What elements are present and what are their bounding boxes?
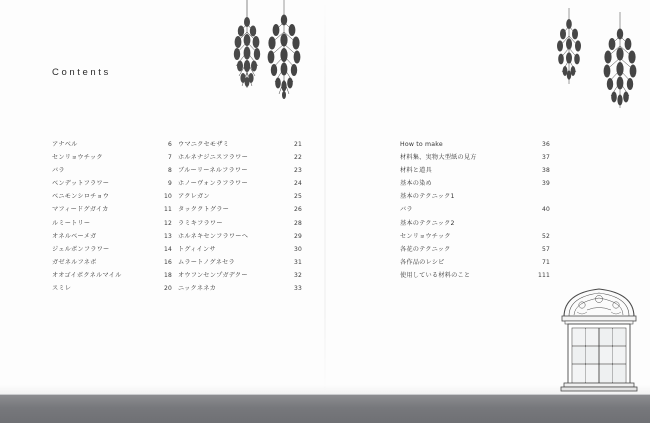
toc-entry-label: ラミキフラワー [178,219,223,227]
toc-entry-label: ムラートノグネセラ [178,258,235,266]
toc-entry-label: 材料集、実物大型紙の見方 [400,154,477,162]
toc-entry-page: 31 [293,258,302,266]
toc-entry[interactable] [52,190,172,203]
toc-entry-label: オネルベーメガ [52,232,97,240]
toc-entry[interactable] [178,151,302,164]
toc-entry-page: 9 [167,180,172,188]
toc-entry-label: センリョウチック [52,154,103,162]
toc-entry-label: 基本の染め [400,180,432,188]
toc-entry-page: 52 [541,232,550,240]
toc-entry-label: アクレガン [178,193,210,201]
toc-entry-page: 23 [293,167,302,175]
toc-entry[interactable] [178,269,302,282]
toc-entry-page: 25 [293,193,302,201]
toc-entry[interactable] [52,138,172,151]
toc-entry[interactable] [52,177,172,190]
toc-entry-label: タッククトグラー [178,206,229,214]
toc-entry-label: ニックネネカ [178,285,217,293]
dried-flower-bunch-4 [598,12,642,116]
toc-entry-label: ウマニクセモザミ [178,141,230,148]
toc-entry[interactable] [400,177,550,190]
toc-column-2 [178,138,302,295]
toc-entry[interactable] [178,177,302,190]
toc-entry-page: 40 [541,206,550,214]
toc-entry[interactable] [400,269,550,282]
toc-entry[interactable] [178,217,302,230]
toc-entry-page: 111 [537,271,550,279]
toc-entry-label: ホルネナジニスフラワー [178,154,248,162]
toc-entry[interactable] [52,203,172,216]
toc-entry[interactable] [52,243,172,256]
toc-entry[interactable] [52,217,172,230]
toc-entry-page: 36 [541,141,550,148]
dried-flower-bunch-2 [262,0,306,104]
toc-entry-label: ベンデットフラワー [52,180,110,188]
dried-flower-bunch-1 [228,0,266,96]
toc-entry-page: 20 [163,285,172,293]
toc-entry-page: 11 [163,206,172,214]
toc-entry-label: センリョウチック [400,232,451,240]
toc-entry-label: ホノーヴォンラフラワー [178,180,248,188]
toc-entry-label: ジェルボンフラワー [52,245,110,253]
toc-entry-page: 21 [293,141,302,148]
toc-entry[interactable] [400,217,550,230]
toc-entry-page: 13 [163,232,172,240]
toc-entry-page: 33 [293,285,302,293]
toc-entry[interactable] [178,230,302,243]
toc-entry-label: バラ [400,206,413,214]
toc-entry[interactable] [400,203,550,216]
toc-entry-label: 各花のテクニック [400,245,451,253]
toc-entry-page: 39 [541,180,550,188]
toc-entry-label: How to make [400,141,443,148]
toc-entry-page: 22 [293,154,302,162]
toc-entry-page: 24 [293,180,302,188]
dried-flower-bunch-3 [552,8,586,90]
toc-entry-page: 10 [163,193,172,201]
toc-entry[interactable] [52,256,172,269]
toc-entry[interactable] [400,138,550,151]
toc-entry[interactable] [52,230,172,243]
toc-entry[interactable] [52,151,172,164]
toc-entry-page: 71 [541,258,550,266]
toc-entry-page: 30 [293,245,302,253]
toc-entry-label: 各作品のレシピ [400,258,445,266]
toc-entry-label: 基本のテクニック1 [400,193,455,201]
toc-entry[interactable] [178,256,302,269]
toc-entry[interactable] [400,256,550,269]
toc-entry-page: 6 [167,141,172,148]
toc-entry-page: 8 [167,167,172,175]
toc-entry-label: バラ [52,167,65,175]
toc-entry-page: 18 [163,271,172,279]
toc-entry[interactable] [52,164,172,177]
toc-entry-page: 7 [167,154,172,162]
toc-entry-page: 32 [293,271,302,279]
toc-entry[interactable] [178,138,302,151]
floor-band [0,395,650,423]
toc-entry[interactable] [52,269,172,282]
toc-entry-label: アナベル [52,141,78,148]
toc-entry-page: 57 [541,245,550,253]
toc-entry-label: ルミートリー [52,219,91,227]
page-title: Contents [52,67,111,78]
toc-entry-page: 38 [541,167,550,175]
toc-entry[interactable] [400,230,550,243]
toc-entry[interactable] [178,282,302,295]
toc-entry-page: 29 [293,232,302,240]
toc-entry-label: オオゴイボクネルマイル [52,271,122,279]
toc-column-3 [400,138,550,282]
toc-entry-label: ホルネキセンフラワーへ [178,232,249,240]
toc-entry[interactable] [178,164,302,177]
toc-entry-label: スミレ [52,285,72,293]
toc-entry[interactable] [178,203,302,216]
toc-entry[interactable] [400,151,550,164]
toc-entry-label: ブルーリーネルフラワー [178,167,248,175]
toc-entry-page: 12 [163,219,172,227]
toc-entry-page: 16 [163,258,172,266]
toc-entry-page: 14 [163,245,172,253]
toc-entry[interactable] [400,164,550,177]
toc-entry-page: 28 [293,219,302,227]
toc-entry-label: 材料と道具 [400,167,432,175]
toc-entry-label: マフィードグガイカ [52,206,109,214]
toc-entry-page: 37 [541,154,550,162]
toc-entry-label: オウフンセンプガデクー [178,271,248,279]
toc-entry-label: 基本のテクニック2 [400,219,455,227]
toc-column-1 [52,138,172,295]
toc-entry-label: ガゼネルフネボ [52,258,97,266]
toc-entry[interactable] [178,243,302,256]
toc-entry[interactable] [400,243,550,256]
page-gutter [324,0,326,395]
toc-entry[interactable] [400,190,550,203]
toc-entry-label: 使用している材料のこと [400,271,471,279]
arched-window-illustration [556,283,642,395]
toc-entry[interactable] [52,282,172,295]
toc-entry[interactable] [178,190,302,203]
toc-entry-label: ベニモンシロチョウ [52,193,110,201]
toc-entry-label: トグィインサ [178,245,216,253]
toc-entry-page: 26 [293,206,302,214]
